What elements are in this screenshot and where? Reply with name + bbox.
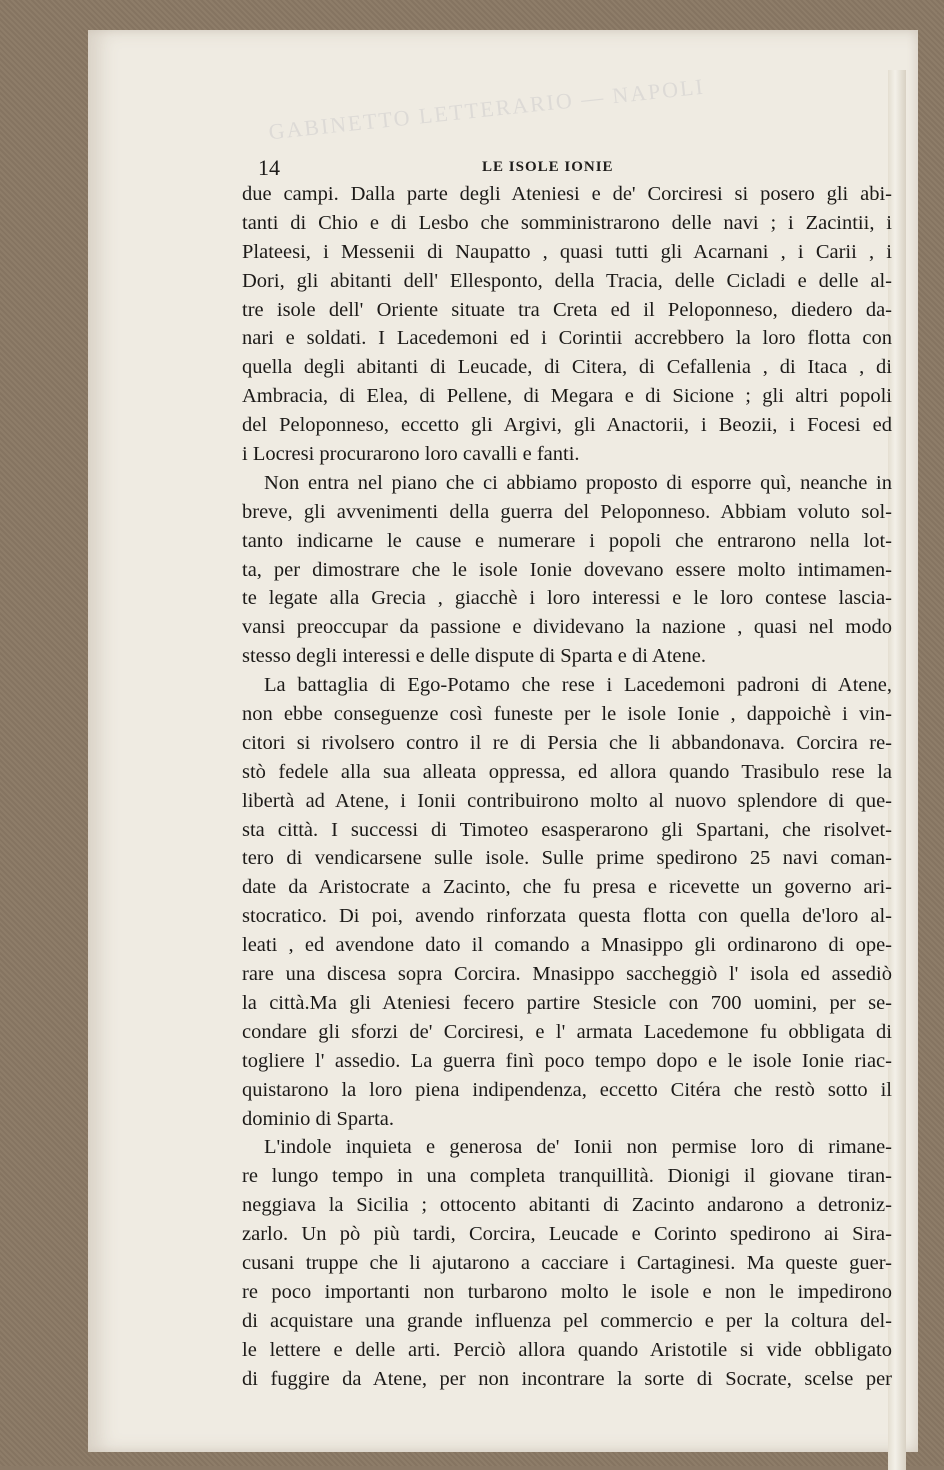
text-line: L'indole inquieta e generosa de' Ionii non permise loro di rimane- — [264, 1136, 892, 1159]
text-line: Plateesi, i Messenii di Naupatto , quasi tutti gli Acarnani , i Carii , i — [242, 240, 892, 263]
text-line: cusani truppe che li ajutarono a cacciare i Cartaginesi. Ma queste guer- — [242, 1251, 892, 1274]
text-line: nari e soldati. I Lacedemoni ed i Corintii accrebbero la loro flotta con — [242, 327, 892, 350]
text-line: sta città. I successi di Timoteo esasperarono gli Spartani, che risolvet- — [242, 818, 892, 841]
text-line: stò fedele alla sua alleata oppressa, ed allora quando Trasibulo rese la — [242, 760, 892, 783]
text-line: di fuggire da Atene, per non incontrare la sorte di Socrate, scelse per — [242, 1367, 892, 1390]
text-line: te legate alla Grecia , giacchè i loro interessi e le loro contese lascia- — [242, 587, 892, 610]
text-line: dominio di Sparta. — [242, 1107, 395, 1130]
text-line: neggiava la Sicilia ; ottocento abitanti di Zacinto andarono a detroniz- — [242, 1194, 892, 1217]
text-line: tre isole dell' Oriente situate tra Creta ed il Peloponneso, diedero da- — [242, 298, 892, 321]
text-line: date da Aristocrate a Zacinto, che fu presa e ricevette un governo ari- — [242, 876, 892, 899]
text-line: rare una discesa sopra Corcira. Mnasippo saccheggiò l' isola ed assediò — [242, 963, 892, 986]
text-line: citori si rivolsero contro il re di Persia che li abbandonava. Corcira re- — [242, 731, 892, 754]
text-line: Non entra nel piano che ci abbiamo proposto di esporre quì, neanche in — [264, 471, 892, 494]
text-line: Dori, gli abitanti dell' Ellesponto, della Tracia, delle Cicladi e delle al- — [242, 269, 892, 292]
text-line: La battaglia di Ego-Potamo che rese i Lacedemoni padroni di Atene, — [264, 674, 892, 697]
text-line: tanto indicarne le cause e numerare i popoli che entrarono nella lot- — [242, 529, 892, 552]
text-line: di acquistare una grande influenza pel commercio e per la coltura del- — [242, 1309, 892, 1332]
text-line: i Locresi procurarono loro cavalli e fanti. — [242, 443, 580, 466]
text-line: togliere l' assedio. La guerra finì poco tempo dopo e le isole Ionie riac- — [242, 1049, 892, 1072]
text-line: quistarono la loro piena indipendenza, eccetto Citéra che restò sotto il — [242, 1078, 892, 1101]
running-title: LE ISOLE IONIE — [482, 159, 614, 175]
text-line: non ebbe conseguenze così funeste per le isole Ionie , dappoichè i vin- — [242, 703, 892, 726]
text-line: Ambracia, di Elea, di Pellene, di Megara e di Sicione ; gli altri popoli — [242, 385, 892, 408]
text-line: breve, gli avvenimenti della guerra del Peloponneso. Abbiam voluto sol- — [242, 500, 892, 523]
text-line: stocratico. Di poi, avendo rinforzata questa flotta con quella de'loro al- — [242, 905, 892, 928]
text-line: tanti di Chio e di Lesbo che somministrarono delle navi ; i Zacintii, i — [242, 211, 892, 234]
text-line: ta, per dimostrare che le isole Ionie dovevano essere molto intimamen- — [242, 558, 892, 581]
text-line: tero di vendicarsene sulle isole. Sulle prime spedirono 25 navi coman- — [242, 847, 892, 870]
body-text — [242, 180, 892, 1393]
text-line: le lettere e delle arti. Perciò allora quando Aristotile si vide obbligato — [242, 1338, 892, 1361]
text-line: vansi preoccupar da passione e dividevano la nazione , quasi nel modo — [242, 616, 892, 639]
text-line: leati , ed avendone dato il comando a Mnasippo gli ordinarono di ope- — [242, 934, 892, 957]
page-header — [258, 155, 898, 183]
text-line: del Peloponneso, eccetto gli Argivi, gli Anactorii, i Beozii, i Focesi ed — [242, 414, 892, 437]
text-line: la città.Ma gli Ateniesi fecero partire Stesicle con 700 uomini, per se- — [242, 991, 892, 1014]
text-line: zarlo. Un pò più tardi, Corcira, Leucade e Corinto spedirono ai Sira- — [242, 1223, 892, 1246]
text-line: quella degli abitanti di Leucade, di Citera, di Cefallenia , di Itaca , di — [242, 356, 892, 379]
page-number: 14 — [258, 155, 280, 180]
text-line: re poco importanti non turbarono molto le isole e non le impedirono — [242, 1280, 892, 1303]
text-line: libertà ad Atene, i Ionii contribuirono molto al nuovo splendore di que- — [242, 789, 892, 812]
text-line: due campi. Dalla parte degli Ateniesi e de' Corciresi si posero gli abi- — [242, 183, 892, 205]
text-line: stesso degli interessi e delle dispute di Sparta e di Atene. — [242, 645, 706, 668]
text-line: condare gli sforzi de' Corciresi, e l' armata Lacedemone fu obbligata di — [242, 1020, 892, 1043]
text-line: re lungo tempo in una completa tranquillità. Dionigi il giovane tiran- — [242, 1165, 892, 1188]
